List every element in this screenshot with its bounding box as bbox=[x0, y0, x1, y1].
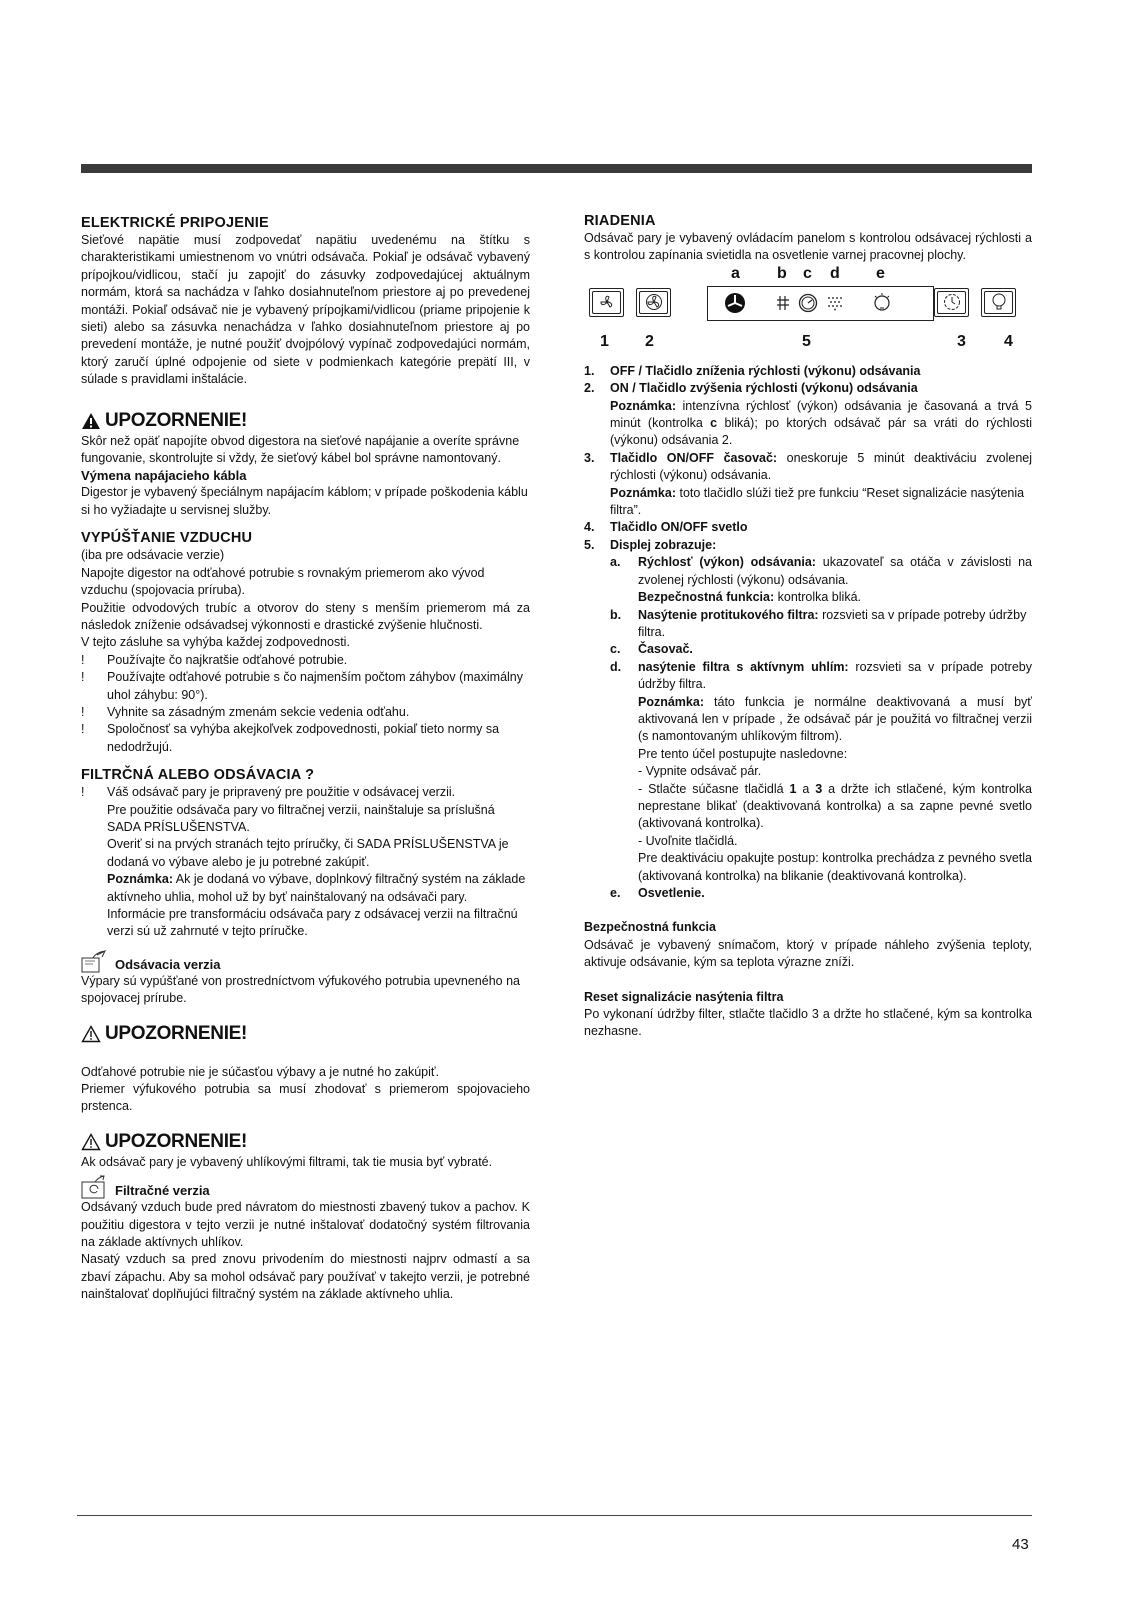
panel-number: 1 bbox=[600, 332, 609, 350]
list-item: ! Vyhnite sa zásadným zmenám sekcie vedenia odťahu. bbox=[81, 704, 410, 719]
clock-icon bbox=[943, 293, 961, 311]
safety-text: Odsávač je vybavený snímačom, ktorý v prípade náhleho zvýšenia teploty, aktivuje odsávanie, kým sa teplota výrazne zníži. bbox=[584, 937, 1032, 970]
panel-letter: c bbox=[803, 264, 812, 282]
button-on-speed-up[interactable] bbox=[636, 288, 671, 317]
panel-letter: b bbox=[777, 264, 787, 282]
list-item: 5. Displej zobrazuje: bbox=[584, 537, 717, 552]
list-item: 4. Tlačidlo ON/OFF svetlo bbox=[584, 520, 748, 535]
list-item-note: Poznámka: toto tlačidlo slúži tiež pre funkciu “Reset signalizácie nasýtenia filtra”. bbox=[610, 485, 1025, 518]
extraction-version-text: Výpary sú vypúšťané von prostredníctvom výfukového potrubia upevneného na spojovacej prírube. bbox=[81, 973, 520, 1006]
button-off-speed-down[interactable] bbox=[589, 288, 624, 317]
vent-text: Použitie odvodových trubíc a otvorov do steny s menším priemerom má za následok zníženie odsávadsej výkonnosti e drastické zvýšenie hlučnosti. bbox=[81, 600, 530, 632]
panel-number: 5 bbox=[802, 332, 811, 350]
timer-icon bbox=[798, 293, 818, 313]
filter-version-icon bbox=[81, 1175, 107, 1199]
section-title-filter-or-extract: FILTRČNÁ ALEBO ODSÁVACIA ? bbox=[81, 767, 315, 784]
list-item: ! Používajte čo najkratšie odťahové potrubie. bbox=[81, 652, 348, 667]
vent-text: Napojte digestor na odťahové potrubie s rovnakým priemerom ako vývod vzduchu (spojovacia príruba). bbox=[81, 565, 485, 598]
panel-number: 2 bbox=[645, 332, 654, 350]
extraction-version-icon bbox=[81, 949, 107, 973]
warning-title: UPOZORNENIE! bbox=[105, 1022, 248, 1044]
grease-filter-icon bbox=[776, 295, 790, 311]
display-item: d. nasýtenie filtra s aktívnym uhlím: rozsvieti sa v prípade potreby údržby filtra. Poznámka: táto funkcia je normálne deaktivovaná a musí byť aktivovaná len v prípade , že odsávač pár je použitá vo filtračnej verzii (s namontovaným uhlíkovým filtrom). Pre tento účel postupujte nasledovne: - Vypnite odsávač pár. - Stlačte súčasne tlačidlá 1 a 3 a držte ich stlačené, kým kontrolka neprestane blikať (deaktivovaná kontrolka) a sa zapne pevné svetlo (aktivovaná kontrolka). - Uvoľnite tlačidlá. Pre deaktiváciu opakujte postup: kontrolka prechádza z pevného svetla (aktivovaná kontrolka) na blikanie (deaktivovaná kontrolka). bbox=[610, 659, 1032, 883]
extraction-version-title: Odsávacia verzia bbox=[115, 956, 221, 972]
panel-number: 3 bbox=[957, 332, 966, 350]
reset-title: Reset signalizácie nasýtenia filtra bbox=[584, 989, 784, 1004]
panel-letter: e bbox=[876, 264, 885, 282]
warning-icon bbox=[81, 1133, 101, 1151]
button-light[interactable] bbox=[981, 288, 1016, 317]
list-item: ! Váš odsávač pary je pripravený pre použitie v odsávacej verzii. Pre použitie odsávača pary vo filtračnej verzii, nainštaluje sa príslušná SADA PRÍSLUŠENSTVA. Overiť si na prvých stranách tejto príručky, či SADA PRÍSLUŠENSTVA je dodaná vo výbave alebo je ju potrebné zakúpiť. Poznámka: Ak je dodaná vo výbave, doplnkový filtračný systém na základe aktívneho uhlia, mohol už by byť nainštalovaný na odsávači pary. Informácie pre transformáciu odsávača pary z odsávacej verzii na filtračnú verzi sú už zahrnuté v tejto príručke. bbox=[81, 785, 526, 939]
warning-text: Ak odsávač pary je vybavený uhlíkovými filtrami, tak tie musia byť vybraté. bbox=[81, 1154, 493, 1169]
panel-letter: d bbox=[830, 264, 840, 282]
cable-text: Digestor je vybavený špeciálnym napájacím káblom; v prípade poškodenia káblu si ho vyžiadajte u servisnej služby. bbox=[81, 485, 528, 517]
warning-heading bbox=[81, 409, 530, 433]
light-icon bbox=[872, 292, 892, 314]
reset-text: Po vykonaní údržby filter, stlačte tlačidlo 3 a držte ho stlačené, kým sa kontrolka nezhasne. bbox=[584, 1007, 1032, 1039]
panel-letter: a bbox=[731, 264, 740, 282]
electrical-text: Sieťové napätie musí zodpovedať napätiu uvedenému na štítku s charakteristikami umiestnenom vo vnútri odsávača. Pokiaľ je odsávač vybavený prípojkou/vidlicou, stačí ju zapojiť do zásuvky zodpovedajúcej aktuálnym normám, ktorá sa nachádza v ľahko dosiahnuteľnom priestore aj po prevedenej montáži. Pokiaľ odsávač nie je vybavený prípojkami/vidlicou (priame pripojenie k sieti) alebo sa zásuvka nenachádza v ľahko dosiahnuteľnom priestore aj po prevedení montáže, je nutné použiť dvojpólový vypínač zodpovedajúci normám, ktorý zaručí úplné odpojenie od siete v podmienkach kategórie prepätí III, v súlade s pravidlami inštalácie. bbox=[81, 233, 530, 387]
list-item: 3. Tlačidlo ON/OFF časovač: oneskoruje 5 minút deaktiváciu zvolenej rýchlosti (výkonu) odsávania. bbox=[584, 450, 1032, 483]
section-title-controls: RIADENIA bbox=[584, 213, 656, 229]
warning-heading bbox=[81, 1130, 530, 1154]
filter-version-text: Odsávaný vzduch bude pred návratom do miestnosti zbavený tukov a pachov. K použitiu digestora v tejto verzii je nutné inštalovať dodatočný systém filtrovania na základe aktívnych uhlíkov. bbox=[81, 1200, 530, 1250]
control-panel-diagram bbox=[584, 265, 1032, 357]
display-item: e. Osvetlenie. bbox=[610, 886, 705, 900]
filter-version-title: Filtračné verzia bbox=[115, 1183, 210, 1199]
warning-title: UPOZORNENIE! bbox=[105, 409, 248, 431]
list-item: 1. OFF / Tlačidlo zníženia rýchlosti (výkonu) odsávania bbox=[584, 363, 921, 378]
carbon-filter-icon bbox=[826, 295, 844, 311]
display-panel bbox=[707, 286, 934, 321]
warning-text: Skôr než opäť napojíte obvod digestora na sieťové napájanie a overíte správne fungovanie, skontrolujte si vždy, že sieťový kábel bol správne namontovaný. bbox=[81, 433, 520, 466]
safety-title: Bezpečnostná funkcia bbox=[584, 920, 716, 935]
filter-version-text: Nasatý vzduch sa pred znovu privodením do miestnosti najprv odmastí a sa zbaví zápachu. Aby sa mohol odsávač pary používať v takejto verzii, je potrebné nainštalovať doplňujúci filtračný systém na základe aktívneho uhlia. bbox=[81, 1252, 530, 1302]
display-item: c. Časovač. bbox=[610, 642, 693, 657]
fan-icon bbox=[598, 294, 616, 310]
right-column bbox=[584, 212, 1032, 1041]
bulb-icon bbox=[991, 293, 1007, 311]
display-item: b. Nasýtenie protitukového filtra: rozsvieti sa v prípade potreby údržby filtra. bbox=[610, 607, 1027, 639]
display-item: a. Rýchlosť (výkon) odsávania: ukazovateľ sa otáča v závislosti na zvolenej rýchlosti (výkonu) odsávania. Bezpečnostná funkcia: kontrolka bliká. bbox=[610, 555, 1032, 605]
list-item: 2. ON / Tlačidlo zvýšenia rýchlosti (výkonu) odsávania bbox=[584, 381, 918, 396]
left-column bbox=[81, 214, 530, 1304]
speed-indicator-icon bbox=[724, 292, 746, 314]
vent-note: (iba pre odsávacie verzie) bbox=[81, 548, 225, 563]
list-item: ! Používajte odťahové potrubie s čo najmenším počtom záhybov (maximálny uhol záhybu: 90°). bbox=[81, 670, 524, 702]
vent-text: V tejto zásluhe sa vyhýba každej zodpovednosti. bbox=[81, 635, 350, 650]
warning-icon bbox=[81, 412, 101, 430]
warning-title: UPOZORNENIE! bbox=[105, 1130, 248, 1152]
warning-icon bbox=[81, 1025, 101, 1043]
warning-text: Priemer výfukového potrubia sa musí zhodovať s priemerom spojovacieho prstenca. bbox=[81, 1082, 530, 1114]
fan-speed-icon bbox=[645, 293, 663, 311]
warning-heading bbox=[81, 1022, 530, 1046]
top-rule bbox=[81, 164, 1032, 173]
cable-subtitle: Výmena napájacieho kábla bbox=[81, 468, 247, 484]
warning-text: Odťahové potrubie nie je súčasťou výbavy a je nutné ho zakúpiť. bbox=[81, 1064, 440, 1079]
list-item-note: Poznámka: intenzívna rýchlosť (výkon) odsávania je časovaná a trvá 5 minút (kontrolka c bliká); po ktorých odsávač pár sa vráti do rýchlosti (výkonu) odsávania 2. bbox=[610, 398, 1032, 448]
section-title-electrical: ELEKTRICKÉ PRIPOJENIE bbox=[81, 215, 269, 231]
list-item: ! Spoločnosť sa vyhýba akejkoľvek zodpovednosti, pokiaľ tieto normy sa nedodržujú. bbox=[81, 722, 500, 754]
controls-intro: Odsávač pary je vybavený ovládacím panelom s kontrolou odsávacej rýchlosti a s kontrolou zapínania svietidla na osvetlenie varnej pracovnej plochy. bbox=[584, 231, 1032, 263]
extraction-version-heading bbox=[81, 949, 530, 973]
button-timer[interactable] bbox=[934, 288, 969, 317]
filter-version-heading bbox=[81, 1175, 530, 1199]
footer-rule bbox=[77, 1515, 1032, 1516]
panel-number: 4 bbox=[1004, 332, 1013, 350]
section-title-vent: VYPÚŠŤANIE VZDUCHU bbox=[81, 530, 253, 547]
page-number: 43 bbox=[1012, 1536, 1029, 1553]
